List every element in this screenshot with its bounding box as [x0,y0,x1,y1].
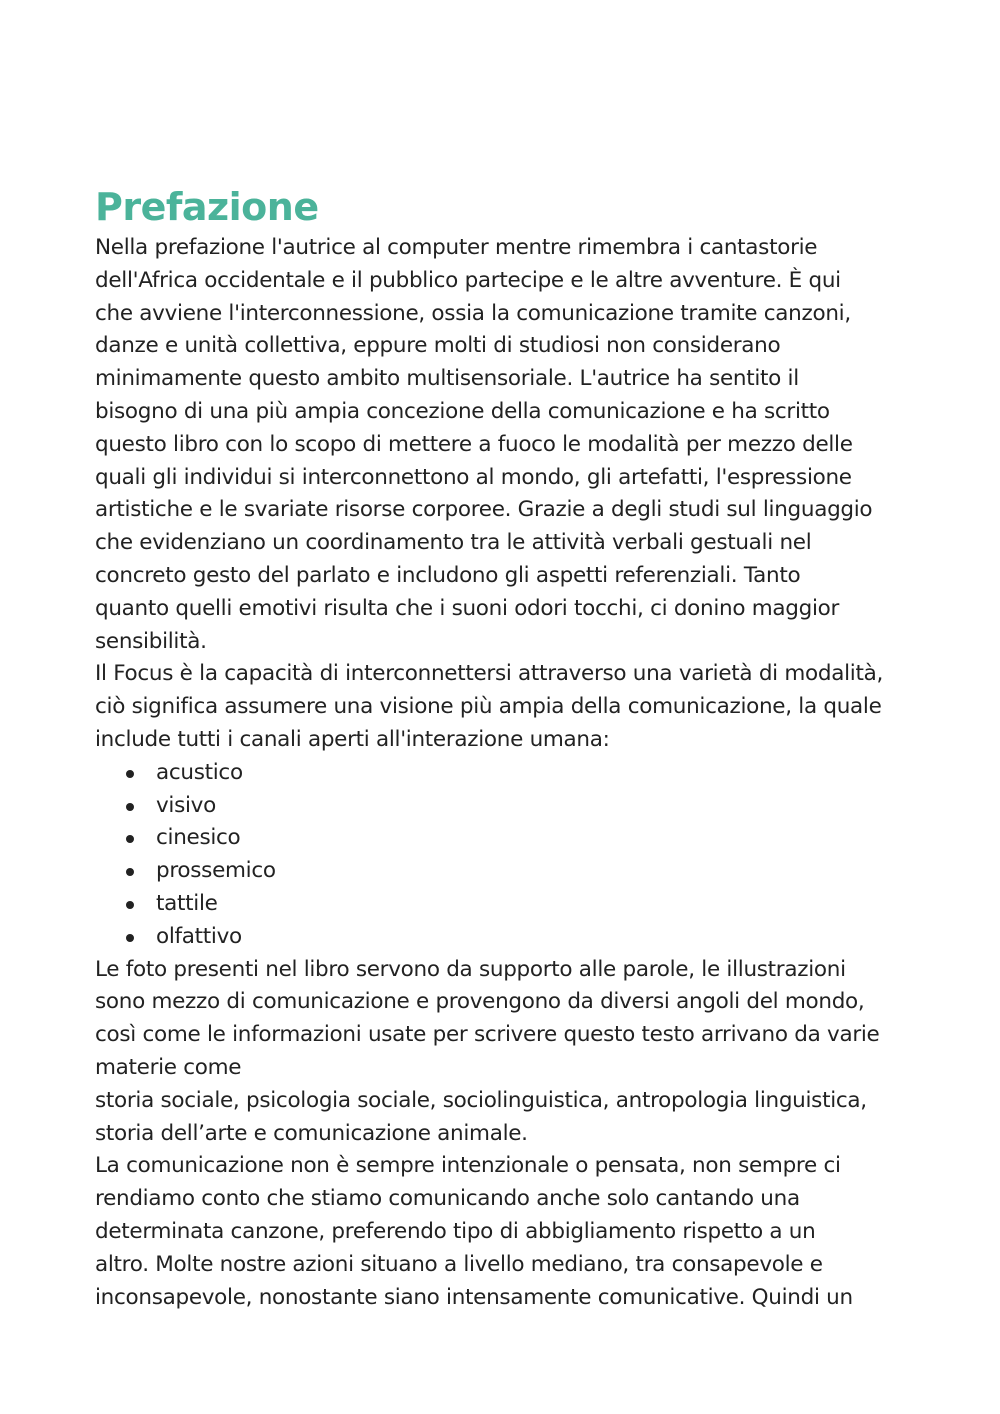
text-line: La comunicazione non è sempre intenzionale o pensata, non sempre ci [95,1153,841,1179]
text-line: Le foto presenti nel libro servono da supporto alle parole, le illustrazioni [95,956,846,982]
text-line: Nella prefazione l'autrice al computer mentre rimembra i cantastorie [95,235,818,260]
text-line: concreto gesto del parlato e includono gli aspetti referenziali. Tanto [95,562,801,588]
text-line: rendiamo conto che stiamo comunicando anche solo cantando una [95,1186,800,1212]
text-line: include tutti i canali aperti all'interazione umana: [95,726,610,752]
paragraph-communication [95,1150,910,1314]
text-line: storia sociale, psicologia sociale, sociolinguistica, antropologia linguistica, [95,1087,867,1113]
text-line: quali gli individui si interconnettono al mondo, gli artefatti, l'espressione [95,464,852,490]
text-line: così come le informazioni usate per scrivere questo testo arrivano da varie [95,1022,880,1048]
list-item [95,888,910,921]
text-line: che evidenziano un coordinamento tra le attività verbali gestuali nel [95,530,812,556]
modalities-list [95,757,910,954]
text-line: sensibilità. [95,628,207,654]
paragraph-intro [95,232,910,658]
list-item [95,757,910,790]
text-line: questo libro con lo scopo di mettere a fuoco le modalità per mezzo delle [95,431,853,457]
list-item [95,822,910,855]
text-line: Il Focus è la capacità di interconnettersi attraverso una varietà di modalità, [95,661,883,687]
paragraph-photos [95,954,910,1085]
list-item-label: tattile [156,890,218,916]
text-line: ciò significa assumere una visione più ampia della comunicazione, la quale [95,694,882,720]
paragraph-focus [95,658,910,756]
page-title: Prefazione [95,185,319,229]
text-line: che avviene l'interconnessione, ossia la comunicazione tramite canzoni, [95,300,851,326]
text-line: inconsapevole, nonostante siano intensamente comunicative. Quindi un [95,1284,853,1310]
bullet-icon [126,803,134,811]
paragraph-disciplines [95,1085,910,1151]
list-item-label: prossemico [156,858,276,884]
list-item-label: visivo [156,792,216,818]
text-line: materie come [95,1054,242,1080]
bullet-icon [126,934,134,942]
text-line: determinata canzone, preferendo tipo di abbigliamento rispetto a un [95,1218,816,1244]
bullet-icon [126,868,134,876]
list-item-label: cinesico [156,825,241,851]
text-line: storia dell’arte e comunicazione animale. [95,1120,528,1146]
text-line: bisogno di una più ampia concezione della comunicazione e ha scritto [95,398,830,424]
text-line: danze e unità collettiva, eppure molti di studiosi non considerano [95,333,781,359]
text-line: dell'Africa occidentale e il pubblico partecipe e le altre avventure. È qui [95,267,841,293]
bullet-icon [126,770,134,778]
document-page [95,182,910,1314]
list-item-label: acustico [156,759,243,785]
text-line: artistiche e le svariate risorse corporee. Grazie a degli studi sul linguaggio [95,497,873,523]
list-item-label: olfattivo [156,923,242,949]
text-line: sono mezzo di comunicazione e provengono da diversi angoli del mondo, [95,989,865,1015]
text-line: minimamente questo ambito multisensoriale. L'autrice ha sentito il [95,366,799,392]
list-item [95,855,910,888]
bullet-icon [126,835,134,843]
list-item [95,921,910,954]
bullet-icon [126,901,134,909]
text-line: altro. Molte nostre azioni situano a livello mediano, tra consapevole e [95,1251,823,1277]
list-item [95,790,910,823]
text-line: quanto quelli emotivi risulta che i suoni odori tocchi, ci donino maggior [95,595,840,621]
